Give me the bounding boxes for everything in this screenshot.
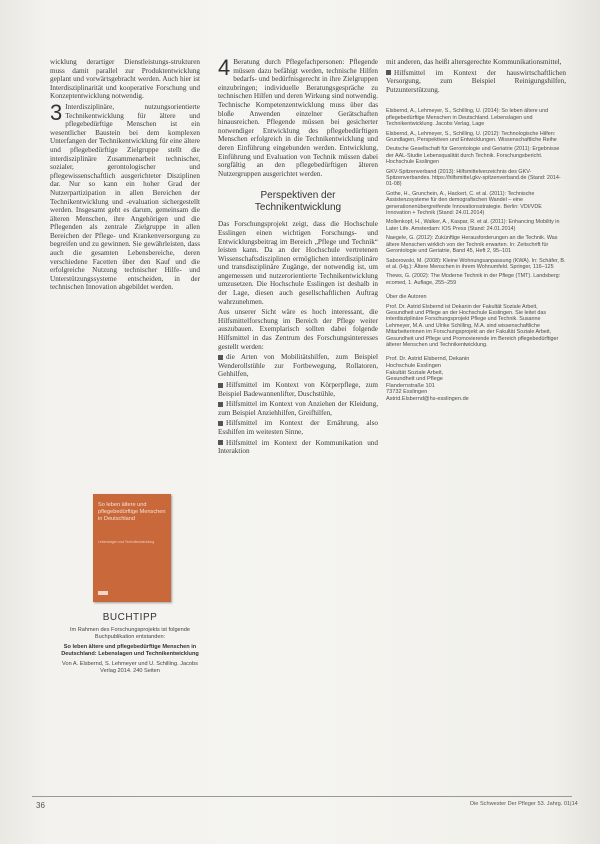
contact-address [386,356,566,402]
contact-line: Hochschule Esslingen [386,362,442,369]
paragraph-numbered [50,99,200,292]
bullet-item: Hilfsmittel im Kontext der Ernährung, also Esshilfen im weitesten Sinne, [218,419,378,436]
page-number: 36 [36,801,45,810]
reference-entry: Elsbernd, A., Lehmeyer, S., Schilling, U. (2012): Technologische Hilfen: Grundlagen, Perspektiven und Entwicklungen. Wissenschaftliche Reihe [386,130,557,143]
section-heading: Perspektiven der Technikentwicklung [254,190,342,214]
publisher-logo [98,591,108,595]
contact-line: Prof. Dr. Astrid Elsbernd, Dekanin [386,356,470,363]
book-tip-heading: BUCHTIPP [102,612,158,623]
bullet-item: Hilfsmittel im Kontext der hauswirtschaftlichen Versorgung, zum Beispiel Reinigungshilfen, Putzunterstützung. [386,68,566,94]
reference-entry: Deutsche Gesellschaft für Gerontologie und Geriatrie (2011): Ergebnisse der AAL-Studie Lebensqualität durch Technik. Forschungsbericht. Hochschule Esslingen [386,146,560,166]
paragraph-numbered [218,55,378,178]
bullet-item: die Arten von Mobilitätshilfen, zum Beispiel Wenderollstühle zur Fortbewegung, Rollatoren, Gehhilfen, [218,353,378,379]
book-cover-subtitle: Lebenslagen und Technikentwicklung [98,540,155,544]
contact-line: 73732 Esslingen [386,389,428,396]
paragraph-text: Beratung durch Pflegefachpersonen: Pflegende müssen dazu befähigt werden, technische Hilfen bedarfs- und bedürfnisgerecht in ihre Zielgruppen einzubringen; individuelle Beratungsgespräche zu technischen Hilfen und deren Wirkung sind notwendig. Technische Kompetenzentwicklung muss über das bloße Anwenden einzelner Gerätschaften hinausreichen. Pflegende müssen bei gesicherter notwendiger Entwicklung des pflegebedürftigen Menschen erfolgreich in die Technikentwicklung und deren Einführung eingebunden werden. Entwicklung, Einführung und Evaluation von Technik müssen dabei sorgfältig an den pflegebedürftigen älteren Nutzergruppen ausgerichtet werden. [218,58,378,178]
contact-line: Fakultät Soziale Arbeit, [386,369,444,376]
reference-entry: Naegele, G. (2012): Zukünftige Herausforderungen an die Technik. Was ältere Menschen wirklich von der Technik erwarten. In: Zeitschrift für Gerontologie und Geriatrie, Band 45, Heft 2, 95–101 [386,235,558,255]
book-tip-body [54,627,206,677]
paragraph: Aus unserer Sicht wäre es hoch interessant, die Hilfsmittelforschung im Bereich der Pflege weiter auszubauen. Exemplarisch sollten dabei folgende Hilfsmittel in das Zentrum des Forschungsinteresses gestellt werden: [218,308,378,351]
reference-entry: Thews, G. (2002): The Moderne Technik in der Pflege (TMT). Landsberg: ecomed, 1. Auflage, 255–259 [386,273,561,286]
author-info-text: Prof. Dr. Astrid Elsbernd ist Dekanin der Fakultät Soziale Arbeit, Gesundheit und Pflege an der Hochschule Esslingen. Sie leitet das interdisziplinäre Forschungsprojekt Pflege und Technik. Susanne Lehmeyer, M.A. und Ulrike Schilling, M.A. sind wissenschaftliche Mitarbeiterinnen im Forschungsprojekt an der Fakultät Soziale Arbeit, Gesundheit und Pflege und Promovierende im Bereich pflegebedürftiger älterer Menschen und Technikentwicklung. [386,303,559,348]
reference-entry: Gothe, H., Grunchein, A., Hackert, C. et al. (2011): Technische Assistenzsysteme für den demografischen Wandel – eine generationenübergreifende Innovationsstrategie. Berlin: VDI/VDE Innovation + Technik (Stand: 24.01.2014) [386,190,542,217]
bullet-item: Hilfsmittel im Kontext von Anziehen der Kleidung, zum Beispiel Anziehhilfen, Greifhilfen, [218,400,378,417]
author-info-heading: Über die Autoren [386,294,427,301]
contact-email: Astrid.Elsbernd@hs-esslingen.de [386,395,469,402]
book-tip-intro: Im Rahmen des Forschungsprojekts ist folgende Buchpublikation entstanden: [69,627,190,640]
contact-line: Gesundheit und Pflege [386,376,443,383]
book-authors: Von A. Elsbernd, S. Lehmeyer und U. Schilling. Jacobs Verlag 2014. 240 Seiten [62,660,198,674]
drop-cap-number: 4 [218,55,231,80]
paragraph: Das Forschungsprojekt zeigt, dass die Hochschule Esslingen einen wichtigen Forschungs- und Entwicklungsbeitrag im Bereich „Pflege und Technik“ leisten kann. Da an der Hochschule vertretenen Wissenschaftsdisziplinen ermöglichen interdisziplinäre und transdisziplinäre Zugänge, der notwendig ist, um angemessen und nutzerorientierte Technikentwicklung umzusetzen. Die Hochschule Esslingen ist deshalb in der Lage, diesen auch gesellschaftlichen Auftrag wahrzunehmen. [218,220,378,306]
column-right [386,58,566,403]
reference-entry: Saborowski, M. (2008): Kleine Wohnungsanpassung (KWA). In: Schäfer, B. et al. (Hg.): Ältere Menschen in ihrem Wohnumfeld. Springer, 116–125 [386,257,566,270]
book-title: So leben ältere und pflegebedürftige Menschen in Deutschland: Lebenslagen und Technikentwicklung [61,643,199,657]
bullet-square-icon [386,70,391,75]
journal-footer: Die Schwester Der Pfleger 53. Jahrg. 01|14 [470,801,578,807]
column-left [50,58,200,294]
book-tip-box [50,460,210,740]
book-cover [93,494,171,602]
bullet-square-icon [218,440,223,445]
reference-entry: Elsbernd, A., Lehmeyer, S., Schilling, U. (2014): So leben ältere und pflegebedürftige Menschen in Deutschland. Lebenslagen und Technikentwicklung. Jacobs Verlag, Lage [386,108,549,128]
drop-cap-number: 3 [50,99,63,125]
bullet-square-icon [218,421,223,426]
contact-line: Flandernstraße 101 [386,382,435,389]
paragraph-text: Interdisziplinäre, nutzungsorientierte Technikentwicklung für ältere und pflegebedürftige Menschen ist ein wesentlicher Baustein bei dem komplexen Unterfangen der Technikentwicklung für eine ältere und pflegebedürftige Zielgruppe stellt die interdisziplinäre Zusammenarbeit technischer, sozialer, gerontologischer und pflegewissenschaftlich ausgerichteter Disziplinen dar. Nur so kann ein hoher Grad der Nutzerpartizipation in allen Bereichen der Technikentwicklung und -evaluation sichergestellt werden. Insgesamt geht es darum, gemeinsam die älteren Menschen, ihre Angehörigen und die Pflegenden als zentrale Zielgruppe in allen Bereichen der Pflege- und Krankenversorgung zu begreifen und zu gewinnen. Sie gewährleisten, dass auch die gesamten Lebensbereiche, deren verschiedene Facetten über den Kauf und die erfolgreiche Nutzung technischer Hilfe- und Unterstützungssysteme entscheiden, in der technischen Innovation abgebildet werden. [50,102,200,292]
paragraph: mit anderen, das heißt altersgerechte Kommunikationsmittel, [386,58,562,66]
bullet-square-icon [218,383,223,388]
paragraph: wicklung derartiger Dienstleistungs-strukturen muss damit parallel zur Produktentwicklung geplant und vorwärtsgebracht werden. Auch hier ist Interdisziplinarität und kooperative Forschung und Konzeptentwicklung notwendig. [50,58,200,101]
reference-entry: Mollenkopf, H., Walker, A., Kaspar, R. et al. (2011): Enhancing Mobility in Later Life. Amsterdam: IOS Press (Stand: 24.01.2014) [386,219,560,232]
bullet-square-icon [218,402,223,407]
bullet-square-icon [218,355,223,360]
reference-list [386,108,566,286]
bullet-item: Hilfsmittel im Kontext der Kommunikation und Interaktion [218,438,378,456]
reference-entry: GKV-Spitzenverband (2013): Hilfsmittelverzeichnis des GKV-Spitzenverbandes. https://hilfsmittel.gkv-spitzenverband.de (Stand: 2014-01-08) [386,168,561,188]
book-cover-title: So leben ältere und pflegebedürftige Menschen in Deutschland [98,502,166,522]
column-middle [218,55,378,458]
footer-rule [32,796,572,797]
bullet-item: Hilfsmittel im Kontext von Körperpflege, zum Beispiel Badewannenlifter, Duschstühle, [218,381,378,398]
author-info [386,294,566,348]
